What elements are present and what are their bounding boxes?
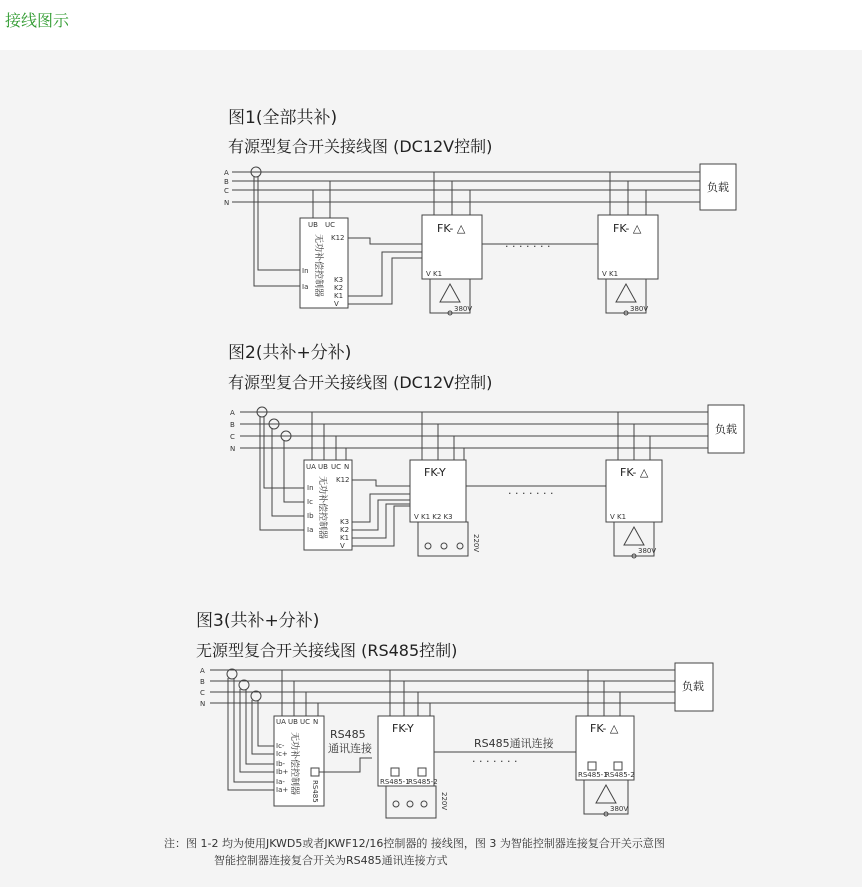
ctrl-term-ua: UA (276, 718, 286, 726)
load-label: 负载 (707, 181, 729, 194)
fk-delta-switch-label: FK- △ (620, 466, 649, 479)
ctrl-term-ub: UB (288, 718, 298, 726)
fk-switch-2-terms: V K1 (602, 270, 619, 278)
fk-delta-voltage: 380V (638, 547, 657, 555)
phase-label-n: N (200, 700, 206, 708)
continuation-dots-2: · · · · · · · (508, 487, 554, 500)
ctrl-term-ib-plus: Ib+ (276, 768, 289, 776)
continuation-dots-3: · · · · · · · (472, 755, 518, 768)
ctrl-term-k2: K2 (334, 284, 344, 292)
ctrl-term-in: In (307, 484, 314, 492)
load-label: 负载 (682, 680, 704, 693)
phase-label-a: A (224, 169, 229, 177)
phase-label-n: N (224, 199, 230, 207)
fk-switch-2-label: FK- △ (613, 222, 642, 235)
ctrl-term-ic: Ic (307, 498, 313, 506)
ctrl-term-ib-minus: Ib- (276, 760, 286, 768)
capacitor-1-voltage: 380V (454, 305, 473, 313)
ctrl-term-n: N (344, 463, 350, 471)
ctrl-term-v: V (334, 300, 339, 308)
ctrl-term-uc: UC (331, 463, 342, 471)
fk-y-port-2: RS485-2 (408, 778, 438, 786)
fk-delta-switch-label: FK- △ (590, 722, 619, 735)
ctrl-term-k1: K1 (334, 292, 344, 300)
fk-y-voltage: 220V (440, 792, 448, 811)
phase-label-b: B (200, 678, 205, 686)
ctrl-term-ia: Ia (302, 283, 309, 291)
fk-switch-1-label: FK- △ (437, 222, 466, 235)
fig1-heading: 图1(全部共补) (228, 108, 338, 128)
fk-y-switch-label: FK-Y (424, 466, 446, 479)
capacitor-bank-y (418, 522, 468, 556)
fk-y-switch-terms: V K1 K2 K3 (414, 513, 453, 521)
ctrl-term-ia-plus: Ia+ (276, 786, 289, 794)
figure-3 (196, 611, 713, 818)
comm-label-rs485-connection: RS485通讯连接 (474, 737, 554, 750)
page-title: 接线图示 (5, 11, 70, 30)
fk-delta-port-1: RS485-1 (578, 771, 608, 779)
ctrl-term-k12: K12 (336, 476, 350, 484)
ctrl-term-uc: UC (300, 718, 311, 726)
phase-label-c: C (200, 689, 205, 697)
fk-y-port-1: RS485-1 (380, 778, 410, 786)
ctrl-term-ub: UB (318, 463, 328, 471)
comm-label-rs485: RS485 (330, 728, 366, 741)
fig3-heading: 图3(共补+分补) (196, 611, 320, 631)
fig2-subtitle: 有源型复合开关接线图 (DC12V控制) (228, 373, 493, 392)
phase-label-c: C (230, 433, 235, 441)
ctrl-term-v: V (340, 542, 345, 550)
fk-switch-1-terms: V K1 (426, 270, 443, 278)
ctrl-term-k3: K3 (334, 276, 344, 284)
ctrl-term-k3: K3 (340, 518, 350, 526)
controller-label: 无功补偿控制器 (317, 476, 327, 540)
fk-delta-switch-terms: V K1 (610, 513, 627, 521)
ctrl-term-in: In (302, 267, 309, 275)
controller-rs485-port (311, 768, 319, 776)
ctrl-term-k2: K2 (340, 526, 350, 534)
ctrl-term-ub: UB (308, 221, 318, 229)
ctrl-term-uc: UC (325, 221, 336, 229)
fk-y-switch-label: FK-Y (392, 722, 414, 735)
ctrl-term-ia-minus: Ia- (276, 778, 285, 786)
fk-delta-voltage: 380V (610, 805, 629, 813)
ctrl-term-ic-minus: Ic- (276, 742, 285, 750)
fig2-heading: 图2(共补+分补) (228, 343, 352, 363)
fig3-subtitle: 无源型复合开关接线图 (RS485控制) (196, 641, 458, 660)
figure-2 (228, 343, 744, 558)
figure-1 (224, 108, 736, 315)
continuation-dots-1: · · · · · · · (505, 240, 551, 253)
capacitor-2-voltage: 380V (630, 305, 649, 313)
ctrl-term-ic-plus: Ic+ (276, 750, 288, 758)
ctrl-term-k1: K1 (340, 534, 350, 542)
phase-label-n: N (230, 445, 236, 453)
fk-y-voltage: 220V (472, 534, 480, 553)
ctrl-term-k12: K12 (331, 234, 345, 242)
fk-delta-port-2: RS485-2 (605, 771, 635, 779)
ctrl-term-ia: Ia (307, 526, 314, 534)
fig1-subtitle: 有源型复合开关接线图 (DC12V控制) (228, 137, 493, 156)
load-label: 负载 (715, 423, 737, 436)
controller-label: 无功补偿控制器 (313, 234, 323, 298)
ctrl-term-n: N (313, 718, 319, 726)
controller-label: 无功补偿控制器 (289, 732, 299, 796)
note-line-1: 注：图 1-2 均为使用JKWD5或者JKWF12/16控制器的 接线图，图 3 为智能控制器连接复合开关示意图 (164, 837, 665, 850)
ctrl-term-ib: Ib (307, 512, 314, 520)
phase-label-a: A (230, 409, 235, 417)
comm-label-connection: 通讯连接 (328, 742, 372, 755)
note-line-2: 智能控制器连接复合开关为RS485通讯连接方式 (214, 854, 448, 867)
controller-rs485-label: RS485 (311, 780, 319, 803)
phase-label-a: A (200, 667, 205, 675)
phase-label-b: B (224, 178, 229, 186)
phase-label-b: B (230, 421, 235, 429)
ctrl-term-ua: UA (306, 463, 316, 471)
phase-label-c: C (224, 187, 229, 195)
